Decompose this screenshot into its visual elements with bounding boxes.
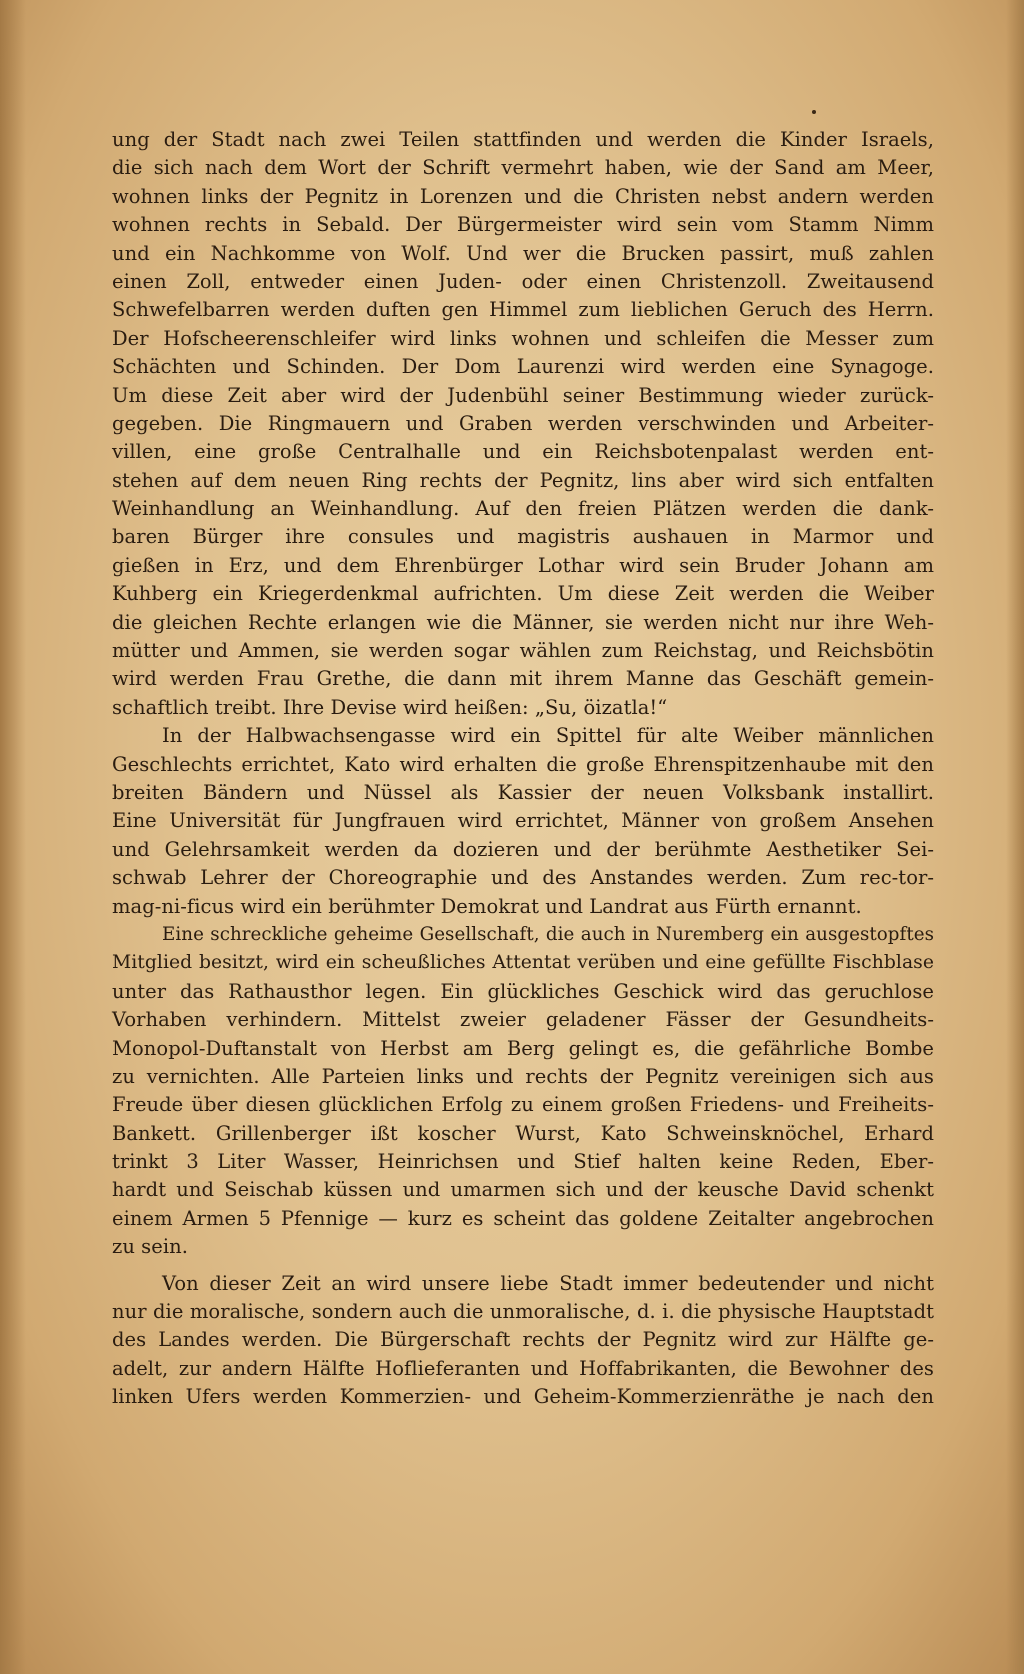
text-line: wohnen links der Pegnitz in Lorenzen und die Christen nebst andern werden	[112, 184, 934, 208]
text-line: stehen auf dem neuen Ring rechts der Pegnitz, lins aber wird sich entfalten	[112, 468, 934, 492]
text-line: einem Armen 5 Pfennige — kurz es scheint das goldene Zeitalter angebrochen	[112, 1206, 934, 1230]
text-line: gegeben. Die Ringmauern und Graben werden verschwinden und Arbeiter-	[112, 411, 934, 435]
text-line: und Gelehrsamkeit werden da dozieren und der berühmte Aesthetiker Sei-	[112, 837, 934, 861]
text-line: Der Hofscheerenschleifer wird links wohnen und schleifen die Messer zum	[112, 326, 934, 350]
text-line: Mitglied besitzt, wird ein scheußliches Attentat verüben und eine gefüllte Fischblase	[112, 952, 934, 974]
text-line: villen, eine große Centralhalle und ein Reichsbotenpalast werden ent-	[112, 440, 934, 464]
text-line: Monopol-Duftanstalt von Herbst am Berg gelingt es, die gefährliche Bombe	[112, 1036, 934, 1060]
text-line: Eine Universität für Jungfrauen wird errichtet, Männer von großem Ansehen	[112, 809, 934, 833]
text-line: zu sein.	[112, 1235, 188, 1259]
text-line: In der Halbwachsengasse wird ein Spittel für alte Weiber männlichen	[162, 724, 934, 748]
text-line: Schächten und Schinden. Der Dom Laurenzi wird werden eine Synagoge.	[112, 355, 934, 379]
text-line: einen Zoll, entweder einen Juden- oder einen Christenzoll. Zweitausend	[112, 269, 934, 293]
text-line: Um diese Zeit aber wird der Judenbühl seiner Bestimmung wieder zurück-	[112, 383, 934, 407]
text-line: Schwefelbarren werden duften gen Himmel zum lieblichen Geruch des Herrn.	[112, 298, 934, 322]
text-line: die sich nach dem Wort der Schrift vermehrt haben, wie der Sand am Meer,	[112, 156, 934, 180]
text-line: schwab Lehrer der Choreographie und des Anstandes werden. Zum rec-tor-	[112, 866, 934, 890]
text-line: hardt und Seischab küssen und umarmen sich und der keusche David schenkt	[112, 1178, 934, 1202]
text-line: linken Ufers werden Kommerzien- und Geheim-Kommerzienräthe je nach den	[112, 1385, 934, 1409]
text-line: unter das Rathausthor legen. Ein glückliches Geschick wird das geruchlose	[112, 979, 934, 1003]
text-line: baren Bürger ihre consules und magistris aushauen in Marmor und	[112, 525, 934, 549]
text-line: Bankett. Grillenberger ißt koscher Wurst, Kato Schweinsknöchel, Erhard	[112, 1121, 934, 1145]
text-line: Vorhaben verhindern. Mittelst zweier geladener Fässer der Gesundheits-	[112, 1008, 934, 1032]
body-text	[112, 126, 934, 1412]
text-line: die gleichen Rechte erlangen wie die Männer, sie werden nicht nur ihre Weh-	[112, 610, 934, 634]
text-line: zu vernichten. Alle Parteien links und rechts der Pegnitz vereinigen sich aus	[112, 1064, 934, 1088]
text-line: mag-ni-ficus wird ein berühmter Demokrat und Landrat aus Fürth ernannt.	[112, 894, 862, 918]
text-line: wird werden Frau Grethe, die dann mit ihrem Manne das Geschäft gemein-	[112, 667, 934, 691]
text-line: Kuhberg ein Kriegerdenkmal aufrichten. Um diese Zeit werden die Weiber	[112, 582, 934, 606]
text-line: Eine schreckliche geheime Gesellschaft, die auch in Nuremberg ein ausgestopftes	[162, 923, 934, 945]
text-line: gießen in Erz, und dem Ehrenbürger Lothar wird sein Bruder Johann am	[112, 553, 934, 577]
text-line: Freude über diesen glücklichen Erfolg zu einem großen Friedens- und Freiheits-	[112, 1093, 934, 1117]
page-mark	[812, 110, 816, 114]
text-line: und ein Nachkomme von Wolf. Und wer die Brucken passirt, muß zahlen	[112, 241, 934, 265]
text-line: mütter und Ammen, sie werden sogar wählen zum Reichstag, und Reichsbötin	[112, 639, 934, 663]
text-line: schaftlich treibt. Ihre Devise wird heißen: „Su, öizatla!“	[112, 695, 668, 719]
text-line: des Landes werden. Die Bürgerschaft rechts der Pegnitz wird zur Hälfte ge-	[112, 1328, 934, 1352]
text-line: ung der Stadt nach zwei Teilen stattfinden und werden die Kinder Israels,	[112, 128, 934, 151]
text-line: trinkt 3 Liter Wasser, Heinrichsen und Stief halten keine Reden, Eber-	[112, 1150, 934, 1174]
text-line: Weinhandlung an Weinhandlung. Auf den freien Plätzen werden die dank-	[112, 497, 934, 521]
text-line: nur die moralische, sondern auch die unmoralische, d. i. die physische Hauptstadt	[112, 1300, 934, 1324]
text-line: Von dieser Zeit an wird unsere liebe Stadt immer bedeutender und nicht	[162, 1271, 934, 1295]
text-line: adelt, zur andern Hälfte Hoflieferanten und Hoffabrikanten, die Bewohner des	[112, 1356, 934, 1380]
text-line: wohnen rechts in Sebald. Der Bürgermeister wird sein vom Stamm Nimm	[112, 213, 934, 237]
text-line: breiten Bändern und Nüssel als Kassier der neuen Volksbank installirt.	[112, 780, 934, 804]
text-line: Geschlechts errichtet, Kato wird erhalten die große Ehrenspitzenhaube mit den	[112, 752, 934, 776]
